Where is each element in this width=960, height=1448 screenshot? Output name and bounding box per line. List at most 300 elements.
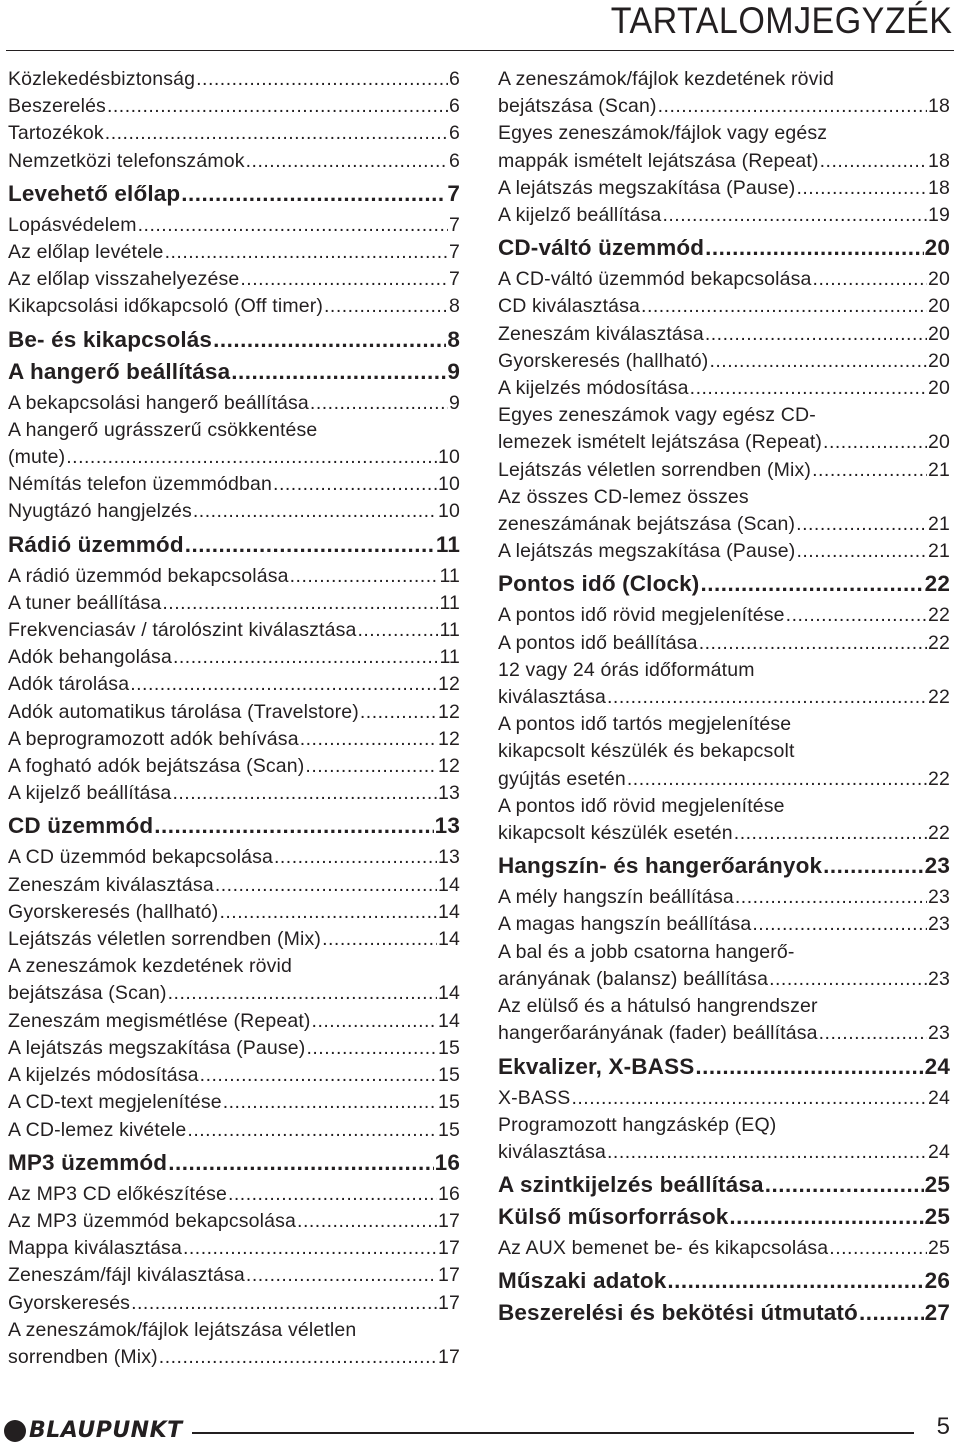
dot-leader — [159, 1344, 437, 1371]
toc-entry-text: Egyes zeneszámok/fájlok vagy egész — [498, 122, 828, 145]
toc-section-heading — [498, 1267, 950, 1294]
toc-page-number: 15 — [438, 1091, 460, 1114]
toc-entry — [498, 939, 950, 993]
toc-entry — [498, 1085, 950, 1112]
toc-entry-text: 12 vagy 24 órás időformátum — [498, 658, 755, 681]
toc-entry-text: Nyugtázó hangjelzés — [8, 500, 192, 523]
footer-rule — [192, 1432, 914, 1434]
toc-entry-text: A tuner beállítása — [8, 591, 162, 614]
toc-entry-text: arányának (balansz) beállítása — [498, 967, 769, 990]
dot-leader — [172, 780, 437, 807]
toc-page-number: 6 — [449, 95, 460, 118]
toc-entry — [8, 498, 460, 525]
toc-entry — [498, 602, 950, 629]
toc-entry-text: Frekvenciasáv / tárolószint kiválasztása — [8, 619, 357, 642]
toc-page-number: 12 — [438, 727, 460, 750]
dot-leader — [228, 1181, 437, 1208]
dot-leader — [246, 148, 448, 175]
toc-entry — [8, 1035, 460, 1062]
toc-entry — [498, 884, 950, 911]
toc-entry-text: A rádió üzemmód bekapcsolása — [8, 564, 289, 587]
toc-page-number: 25 — [924, 1204, 950, 1230]
toc-section-heading — [8, 180, 460, 207]
dot-leader — [829, 1235, 927, 1262]
toc-entry — [8, 471, 460, 498]
dot-leader — [752, 911, 927, 938]
toc-entry-text: Adók behangolása — [8, 646, 172, 669]
dot-leader — [859, 1299, 924, 1326]
dot-leader — [300, 726, 437, 753]
dot-leader — [183, 1235, 437, 1262]
dot-leader — [240, 266, 448, 293]
toc-section-heading — [498, 1053, 950, 1080]
toc-entry-text: Adók tárolása — [8, 673, 130, 696]
dot-leader — [357, 617, 438, 644]
toc-page-number: 7 — [449, 241, 460, 264]
dot-leader — [305, 753, 437, 780]
dot-leader — [219, 899, 437, 926]
toc-entry-text: Egyes zeneszámok vagy egész CD- — [498, 404, 816, 427]
toc-entry-text: Programozott hangzáskép (EQ) — [498, 1113, 777, 1136]
toc-entry-text: A beprogramozott adók behívása — [8, 727, 299, 750]
toc-entry — [8, 120, 460, 147]
toc-entry — [8, 239, 460, 266]
toc-entry — [8, 753, 460, 780]
toc-entry-text: Mappa kiválasztása — [8, 1237, 182, 1260]
toc-entry — [498, 457, 950, 484]
toc-page-number: 22 — [928, 631, 950, 654]
dot-leader — [196, 66, 448, 93]
toc-page-number: 20 — [928, 268, 950, 291]
toc-entry-text: Pontos idő (Clock) — [498, 571, 700, 597]
toc-page-number: 15 — [438, 1064, 460, 1087]
toc-entry-text: Beszerelés — [8, 95, 106, 118]
dot-leader — [662, 202, 927, 229]
toc-entry-text: Gyorskeresés — [8, 1291, 131, 1314]
dot-leader — [162, 590, 438, 617]
toc-page-number: 7 — [449, 213, 460, 236]
toc-entry — [498, 175, 950, 202]
toc-page-number: 13 — [438, 782, 460, 805]
toc-page-number: 26 — [924, 1268, 950, 1294]
toc-page-number: 7 — [449, 268, 460, 291]
dot-leader — [813, 266, 927, 293]
toc-entry-text: A pontos idő rövid megjelenítése — [498, 604, 785, 627]
dot-leader — [823, 429, 927, 456]
toc-entry-text: Ekvalizer, X-BASS — [498, 1053, 695, 1079]
toc-page-number: 8 — [449, 295, 460, 318]
toc-entry-text: A fogható adók bejátszása (Scan) — [8, 755, 305, 778]
toc-entry — [8, 671, 460, 698]
toc-entry — [8, 390, 460, 417]
toc-entry-text: Az összes CD-lemez összes — [498, 485, 749, 508]
toc-entry-text: A CD-text megjelenítése — [8, 1091, 222, 1114]
toc-entry-text: A magas hangszín beállítása — [498, 913, 752, 936]
toc-page-number: 15 — [438, 1118, 460, 1141]
dot-leader — [695, 1053, 923, 1080]
dot-leader — [820, 148, 927, 175]
toc-entry — [8, 293, 460, 320]
toc-entry — [8, 148, 460, 175]
toc-entry — [498, 120, 950, 174]
dot-leader — [185, 531, 435, 558]
toc-section-heading — [498, 1171, 950, 1198]
toc-entry-text: CD kiválasztása — [498, 295, 641, 318]
toc-page-number: 14 — [438, 982, 460, 1005]
toc-page-number: 20 — [928, 295, 950, 318]
toc-page-number: 25 — [924, 1172, 950, 1198]
toc-entry-text: gyújtás esetén — [498, 767, 626, 790]
toc-entry-text: Adók automatikus tárolása (Travelstore) — [8, 700, 359, 723]
toc-entry-text: A hangerő beállítása — [8, 358, 231, 384]
toc-left-column — [8, 66, 460, 1371]
toc-entry — [498, 293, 950, 320]
dot-leader — [154, 812, 433, 839]
toc-entry-text: Közlekedésbiztonság — [8, 68, 196, 90]
toc-entry — [498, 1235, 950, 1262]
dot-leader — [324, 293, 448, 320]
dot-leader — [273, 471, 437, 498]
toc-entry — [8, 617, 460, 644]
toc-page-number: 14 — [438, 928, 460, 951]
dot-leader — [138, 212, 448, 239]
toc-entry — [8, 953, 460, 1007]
toc-page-number: 23 — [924, 853, 950, 879]
toc-section-heading — [498, 570, 950, 597]
toc-entry-text: A CD üzemmód bekapcsolása — [8, 846, 273, 869]
toc-page-number: 19 — [928, 204, 950, 227]
toc-entry-text: Lopásvédelem — [8, 213, 137, 236]
toc-entry-text: bejátszása (Scan) — [498, 95, 657, 118]
toc-entry — [498, 630, 950, 657]
toc-page-number: 17 — [438, 1209, 460, 1232]
toc-entry-text: Gyorskeresés (hallható) — [498, 349, 709, 372]
toc-page-number: 21 — [928, 540, 950, 563]
toc-page-number: 12 — [438, 700, 460, 723]
dot-leader — [200, 1062, 437, 1089]
toc-entry-text: A lejátszás megszakítása (Pause) — [498, 540, 796, 563]
toc-entry-text: A pontos idő tartós megjelenítése — [498, 713, 792, 736]
toc-entry-text: A szintkijelzés beállítása — [498, 1172, 764, 1198]
toc-entry — [8, 1181, 460, 1208]
toc-page-number: 14 — [438, 1009, 460, 1032]
toc-page-number: 14 — [438, 900, 460, 923]
toc-entry — [8, 899, 460, 926]
toc-entry-text: A lejátszás megszakítása (Pause) — [498, 176, 796, 199]
dot-leader — [571, 1085, 927, 1112]
toc-page-number: 20 — [928, 377, 950, 400]
toc-entry — [498, 321, 950, 348]
toc-page-number: 22 — [928, 686, 950, 709]
toc-page-number: 11 — [435, 531, 460, 557]
dot-leader — [360, 699, 437, 726]
toc-entry-text: A zeneszámok kezdetének rövid — [8, 955, 293, 978]
toc-entry-text: lemezek ismételt lejátszása (Repeat) — [498, 431, 823, 454]
toc-entry — [8, 212, 460, 239]
toc-page-number: 11 — [439, 564, 460, 587]
dot-leader — [667, 1267, 923, 1294]
toc-page-number: 20 — [928, 349, 950, 372]
toc-page-number: 24 — [928, 1086, 950, 1109]
toc-section-heading — [8, 326, 460, 353]
toc-entry-text: MP3 üzemmód — [8, 1149, 168, 1175]
dot-leader — [168, 1149, 433, 1176]
toc-page-number: 8 — [447, 326, 460, 352]
toc-section-heading — [498, 1299, 950, 1326]
dot-leader — [312, 1008, 437, 1035]
toc-page-number: 23 — [928, 967, 950, 990]
toc-entry-text: A kijelző beállítása — [498, 204, 662, 227]
dot-leader — [627, 766, 927, 793]
dot-leader — [607, 684, 927, 711]
toc-entry-text: Külső műsorforrások — [498, 1204, 729, 1230]
toc-entry-text: A CD-váltó üzemmód bekapcsolása — [498, 268, 812, 291]
toc-entry-text: Az MP3 CD előkészítése — [8, 1182, 227, 1205]
toc-page-number: 22 — [928, 767, 950, 790]
header-rule — [6, 50, 954, 51]
toc-entry-text: Beszerelési és bekötési útmutató — [498, 1300, 858, 1326]
toc-entry — [8, 1008, 460, 1035]
toc-entry-text: Zeneszám megismétlése (Repeat) — [8, 1009, 311, 1032]
toc-page-number: 12 — [438, 673, 460, 696]
toc-entry — [8, 1208, 460, 1235]
page-number: 5 — [936, 1413, 950, 1440]
toc-entry — [498, 266, 950, 293]
dot-leader — [705, 234, 924, 261]
toc-entry-text: Rádió üzemmód — [8, 531, 184, 557]
toc-page-number: 17 — [438, 1264, 460, 1287]
dot-leader — [105, 120, 448, 147]
toc-page-number: 21 — [928, 458, 950, 481]
toc-page-number: 16 — [438, 1182, 460, 1205]
dot-leader — [796, 511, 927, 538]
toc-entry-text: A kijelző beállítása — [8, 782, 172, 805]
dot-leader — [786, 602, 927, 629]
toc-page-number: 6 — [449, 68, 460, 90]
toc-entry-text: A CD-lemez kivétele — [8, 1118, 187, 1141]
toc-entry-text: Lejátszás véletlen sorrendben (Mix) — [8, 928, 322, 951]
toc-page-number: 18 — [928, 149, 950, 172]
toc-entry — [498, 484, 950, 538]
dot-leader — [187, 1117, 437, 1144]
toc-entry-text: X-BASS — [498, 1086, 571, 1109]
toc-section-heading — [8, 358, 460, 385]
toc-entry — [8, 266, 460, 293]
toc-entry — [498, 711, 950, 793]
toc-entry — [498, 538, 950, 565]
dot-leader — [215, 872, 437, 899]
toc-section-heading — [498, 234, 950, 261]
dot-leader — [729, 1203, 923, 1230]
toc-entry — [498, 1112, 950, 1166]
toc-page-number: 23 — [928, 886, 950, 909]
toc-entry-text: Műszaki adatok — [498, 1268, 667, 1294]
dot-leader — [107, 93, 448, 120]
toc-entry-text: bejátszása (Scan) — [8, 982, 167, 1005]
toc-entry — [8, 563, 460, 590]
toc-right-column — [498, 66, 950, 1331]
toc-entry-text: sorrendben (Mix) — [8, 1345, 158, 1368]
toc-entry-text: Levehető előlap — [8, 180, 181, 206]
toc-section-heading — [8, 531, 460, 558]
toc-entry — [498, 348, 950, 375]
toc-entry — [498, 793, 950, 847]
toc-entry-text: zeneszámának bejátszása (Scan) — [498, 513, 796, 536]
toc-entry-text: mappák ismételt lejátszása (Repeat) — [498, 149, 819, 172]
toc-page-number: 13 — [434, 813, 460, 839]
toc-section-heading — [8, 1149, 460, 1176]
toc-entry — [8, 1317, 460, 1371]
dot-leader — [769, 966, 927, 993]
toc-page-number: 23 — [928, 1022, 950, 1045]
toc-page-number: 9 — [447, 358, 460, 384]
toc-entry-text: Nemzetközi telefonszámok — [8, 149, 245, 172]
toc-entry — [8, 93, 460, 120]
toc-page-number: 10 — [438, 500, 460, 523]
toc-page-number: 20 — [928, 431, 950, 454]
dot-leader — [165, 239, 448, 266]
dot-leader — [246, 1262, 437, 1289]
logo-dot-icon — [4, 1420, 26, 1442]
dot-leader — [306, 1035, 437, 1062]
dot-leader — [181, 180, 446, 207]
toc-page-number: 6 — [449, 122, 460, 145]
dot-leader — [607, 1139, 927, 1166]
brand-name: BLAUPUNKT — [29, 1418, 183, 1443]
toc-page-number: 20 — [928, 322, 950, 345]
toc-section-heading — [498, 852, 950, 879]
toc-entry — [8, 1290, 460, 1317]
dot-leader — [223, 1089, 437, 1116]
toc-entry — [8, 872, 460, 899]
dot-leader — [700, 570, 923, 597]
toc-entry — [8, 780, 460, 807]
toc-entry-text: A pontos idő beállítása — [498, 631, 698, 654]
toc-entry — [498, 911, 950, 938]
dot-leader — [66, 444, 437, 471]
toc-page-number: 14 — [438, 873, 460, 896]
toc-entry — [8, 644, 460, 671]
dot-leader — [699, 630, 927, 657]
toc-entry-text: hangerőarányának (fader) beállítása — [498, 1022, 818, 1045]
dot-leader — [231, 358, 446, 385]
dot-leader — [690, 375, 927, 402]
dot-leader — [735, 884, 927, 911]
toc-entry-text: A kijelzés módosítása — [8, 1064, 199, 1087]
toc-entry-text: Némítás telefon üzemmódban — [8, 473, 273, 496]
dot-leader — [765, 1171, 924, 1198]
dot-leader — [310, 390, 448, 417]
toc-page-number: 23 — [928, 913, 950, 936]
toc-entry — [498, 66, 950, 120]
dot-leader — [297, 1208, 437, 1235]
toc-entry — [498, 993, 950, 1047]
toc-entry — [8, 1235, 460, 1262]
toc-page-number: 10 — [438, 446, 460, 469]
toc-page-number: 24 — [928, 1140, 950, 1163]
dot-leader — [173, 644, 439, 671]
toc-entry-text: Hangszín- és hangerőarányok — [498, 853, 823, 879]
toc-entry-text: Kikapcsolási időkapcsoló (Off timer) — [8, 295, 323, 318]
toc-entry-text: A bekapcsolási hangerő beállítása — [8, 391, 309, 414]
toc-entry-text: A zeneszámok/fájlok kezdetének rövid — [498, 68, 834, 90]
toc-entry-text: CD üzemmód — [8, 813, 154, 839]
toc-entry-text: Zeneszám kiválasztása — [498, 322, 704, 345]
toc-page-number: 11 — [439, 646, 460, 669]
toc-entry-text: A hangerő ugrásszerű csökkentése — [8, 418, 318, 441]
toc-entry-text: A lejátszás megszakítása (Pause) — [8, 1036, 306, 1059]
toc-page-number: 15 — [438, 1036, 460, 1059]
dot-leader — [812, 457, 927, 484]
toc-entry-text: A bal és a jobb csatorna hangerő- — [498, 940, 795, 963]
toc-page-number: 21 — [928, 513, 950, 536]
toc-entry-text: Tartozékok — [8, 122, 104, 145]
toc-page-number: 16 — [434, 1149, 460, 1175]
toc-entry-text: kiválasztása — [498, 686, 607, 709]
toc-entry-text: Be- és kikapcsolás — [8, 326, 213, 352]
toc-page-number: 22 — [928, 604, 950, 627]
dot-leader — [290, 563, 439, 590]
toc-page-number: 17 — [438, 1345, 460, 1368]
dot-leader — [322, 926, 437, 953]
dot-leader — [709, 348, 927, 375]
dot-leader — [193, 498, 437, 525]
toc-page-number: 18 — [928, 95, 950, 118]
toc-entry-text: Az előlap levétele — [8, 241, 164, 264]
toc-page-number: 22 — [928, 822, 950, 845]
dot-leader — [823, 852, 924, 879]
toc-entry-text: A zeneszámok/fájlok lejátszása véletlen — [8, 1318, 357, 1341]
toc-entry — [8, 1262, 460, 1289]
dot-leader — [641, 293, 927, 320]
dot-leader — [274, 844, 437, 871]
dot-leader — [705, 321, 927, 348]
toc-page-number: 11 — [439, 619, 460, 642]
toc-page-number: 20 — [924, 235, 950, 261]
toc-page-number: 25 — [928, 1237, 950, 1260]
toc-entry — [498, 375, 950, 402]
toc-entry-text: A kijelzés módosítása — [498, 377, 689, 400]
toc-page-number: 24 — [924, 1053, 950, 1079]
dot-leader — [819, 1020, 927, 1047]
toc-entry-text: Zeneszám kiválasztása — [8, 873, 214, 896]
toc-section-heading — [8, 812, 460, 839]
toc-entry — [498, 657, 950, 711]
toc-entry — [8, 1089, 460, 1116]
toc-page-number: 9 — [449, 391, 460, 414]
toc-entry-text: Az előlap visszahelyezése — [8, 268, 240, 291]
toc-entry — [8, 699, 460, 726]
dot-leader — [131, 1290, 437, 1317]
toc-entry-text: kikapcsolt készülék és bekapcsolt — [498, 740, 795, 763]
toc-entry-text: kiválasztása — [498, 1140, 607, 1163]
page-title: TARTALOMJEGYZÉK — [610, 0, 952, 41]
toc-entry-text: A mély hangszín beállítása — [498, 886, 734, 909]
toc-entry-text: Az MP3 üzemmód bekapcsolása — [8, 1209, 297, 1232]
toc-entry-text: Lejátszás véletlen sorrendben (Mix) — [498, 458, 812, 481]
toc-entry — [498, 402, 950, 456]
toc-page-number: 27 — [924, 1300, 950, 1326]
toc-entry-text: CD-váltó üzemmód — [498, 235, 705, 261]
toc-page-number: 12 — [438, 755, 460, 778]
toc-entry-text: Az AUX bemenet be- és kikapcsolása — [498, 1237, 829, 1260]
dot-leader — [796, 538, 927, 565]
toc-entry-text: (mute) — [8, 446, 66, 469]
dot-leader — [213, 326, 446, 353]
toc-entry-text: Az elülső és a hátulsó hangrendszer — [498, 995, 818, 1018]
toc-entry — [8, 66, 460, 93]
toc-entry — [8, 590, 460, 617]
